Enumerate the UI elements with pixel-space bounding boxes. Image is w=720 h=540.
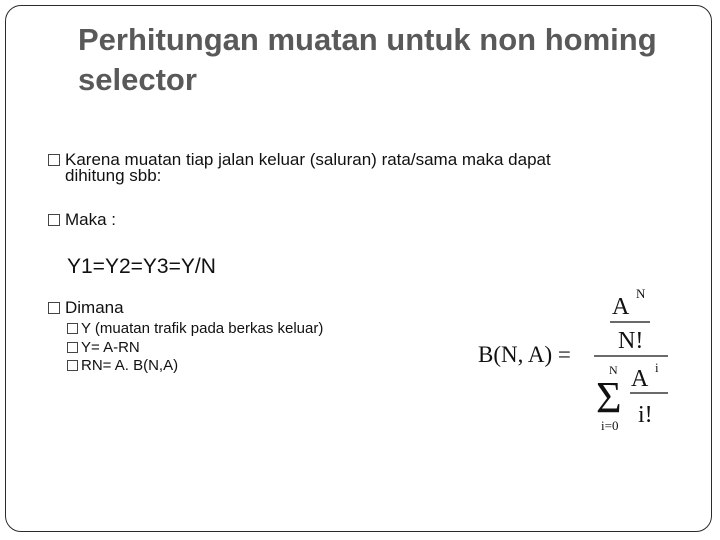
equation-text: Y1=Y2=Y3=Y/N: [67, 255, 216, 278]
bullet-box-icon: [48, 302, 60, 314]
bullet-box-icon: [48, 214, 60, 226]
bullet-item-dimana: [48, 300, 124, 316]
bullet-text: Karena muatan tiap jalan keluar (saluran) rata/sama maka dapat: [65, 150, 551, 169]
term-exponent: i: [655, 360, 659, 375]
bullet-item-maka: [48, 212, 116, 228]
bullet-box-icon: [67, 360, 78, 371]
bullet-item-karena: [48, 152, 668, 184]
bullet-box-icon: [48, 154, 60, 166]
slide-title: Perhitungan muatan untuk non homing selector: [78, 22, 657, 97]
sigma-icon: Σ: [596, 373, 622, 422]
term-base: A: [631, 366, 649, 392]
sub-bullet-item: [67, 321, 323, 337]
sum-upper-limit: N: [609, 363, 618, 377]
bullet-text: Maka :: [65, 210, 117, 229]
bullet-text: Dimana: [65, 298, 124, 317]
sub-bullet-text: Y (muatan trafik pada berkas keluar): [81, 320, 324, 337]
sub-bullet-text: Y= A-RN: [81, 339, 140, 356]
formula-lhs: B(N, A) =: [478, 342, 571, 367]
bullet-box-icon: [67, 323, 78, 334]
bullet-text-continuation: dihitung sbb:: [65, 166, 162, 185]
sum-lower-limit: i=0: [601, 418, 619, 433]
numerator-denominator: N!: [618, 328, 644, 354]
bullet-box-icon: [67, 342, 78, 353]
sub-bullet-text: RN= A. B(N,A): [81, 357, 179, 374]
erlang-b-formula: [470, 280, 680, 440]
numerator-exponent: N: [636, 286, 646, 301]
sub-bullet-item: [67, 358, 178, 374]
sub-bullet-item: [67, 340, 140, 356]
term-denominator: i!: [638, 402, 653, 428]
numerator-base: A: [612, 294, 630, 320]
